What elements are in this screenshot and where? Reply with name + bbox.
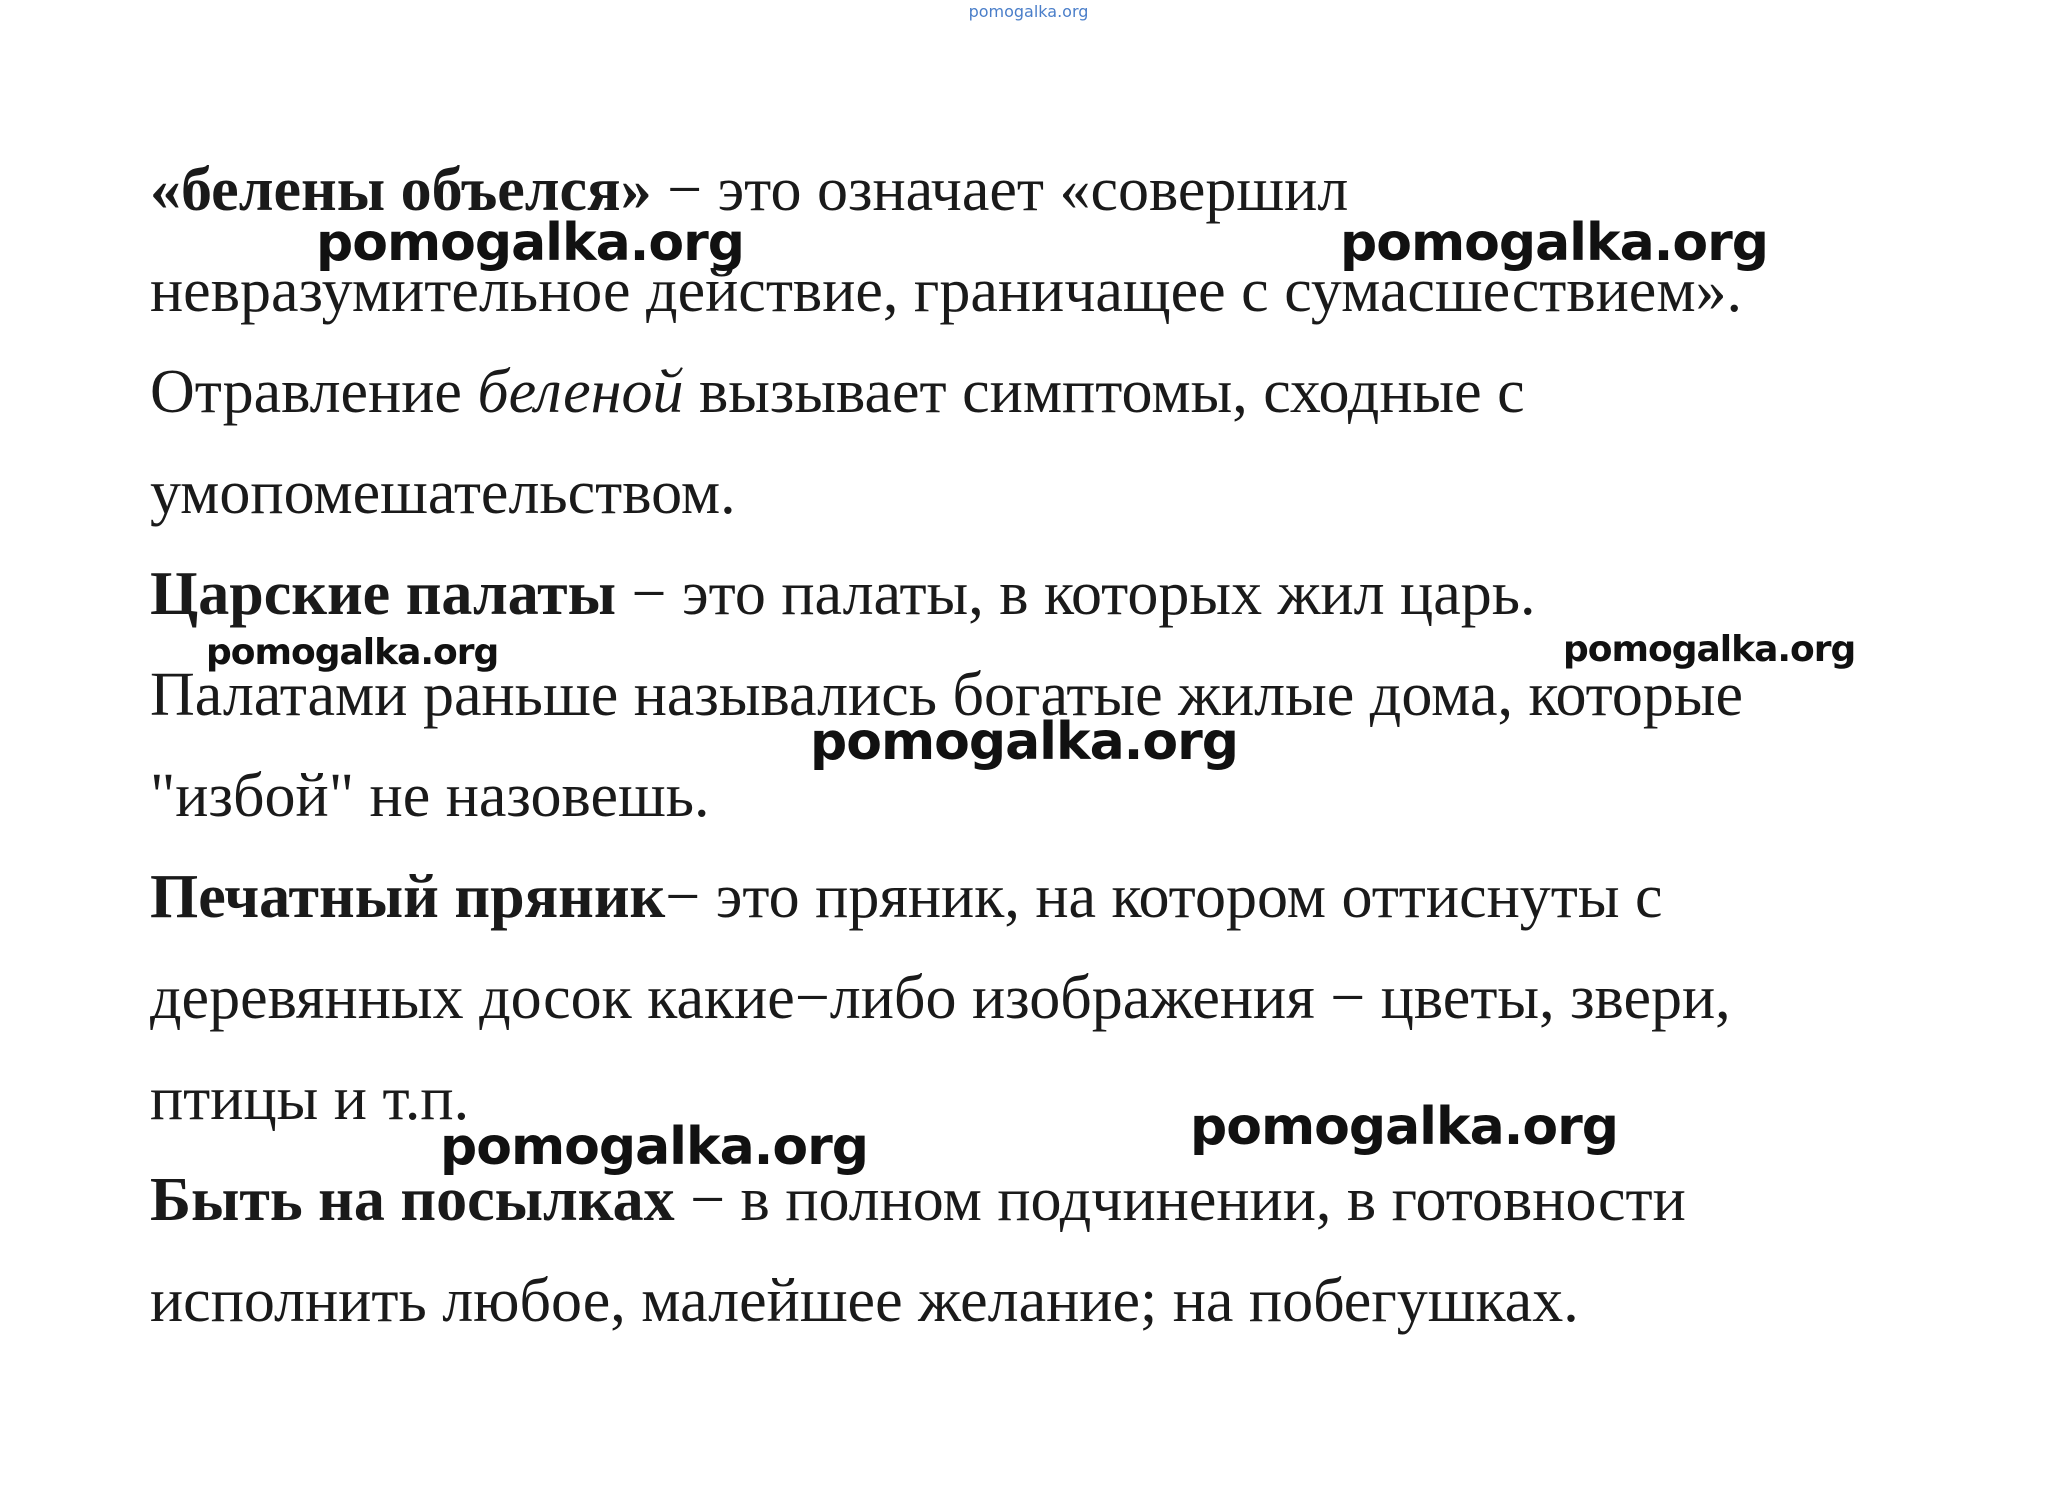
entry-4-line-2: исполнить любое, малейшее желание; на побегушках. bbox=[150, 1267, 1579, 1335]
entry-definition-text: − это палаты, в которых жил царь. bbox=[616, 560, 1536, 628]
entry-term: «белены объелся» bbox=[150, 156, 652, 224]
watermark: pomogalka.org bbox=[206, 632, 499, 673]
entry-1-line-3 bbox=[150, 342, 1950, 443]
watermark: pomogalka.org bbox=[1190, 1097, 1619, 1157]
entry-3-line-3: птицы и т.п. bbox=[150, 1065, 470, 1133]
entry-definition-text: − в полном подчинении, в готовности bbox=[674, 1166, 1686, 1234]
entry-text: вызывает симптомы, сходные с bbox=[683, 358, 1525, 426]
entry-1-line-4: умопомешательством. bbox=[150, 459, 736, 527]
entry-1-line-2: невразумительное действие, граничащее с сумасшествием». bbox=[150, 257, 1743, 325]
watermark: pomogalka.org bbox=[316, 213, 745, 273]
entry-2-line-3: "избой" не назовешь. bbox=[150, 762, 710, 830]
watermark: pomogalka.org bbox=[810, 712, 1239, 772]
entry-term: Быть на посылках bbox=[150, 1166, 675, 1234]
entry-term: Царские палаты bbox=[150, 560, 616, 628]
entry-definition-text: − это пряник, на котором оттиснуты с bbox=[665, 863, 1663, 931]
watermark: pomogalka.org bbox=[440, 1117, 869, 1177]
entry-emphasis: беленой bbox=[477, 358, 684, 426]
entry-definition-text: − это означает «совершил bbox=[651, 156, 1349, 224]
entry-4-line-1 bbox=[150, 1150, 1950, 1251]
header-watermark: pomogalka.org bbox=[968, 2, 1089, 21]
entry-3-line-2: деревянных досок какие−либо изображения − цветы, звери, bbox=[150, 964, 1731, 1032]
watermark: pomogalka.org bbox=[1563, 629, 1856, 670]
entry-text: Отравление bbox=[150, 358, 478, 426]
watermark: pomogalka.org bbox=[1340, 213, 1769, 273]
entry-term: Печатный пряник bbox=[150, 863, 666, 931]
entry-2-line-2: Палатами раньше назывались богатые жилые дома, которые bbox=[150, 661, 1744, 729]
entry-3-line-1 bbox=[150, 847, 1950, 948]
